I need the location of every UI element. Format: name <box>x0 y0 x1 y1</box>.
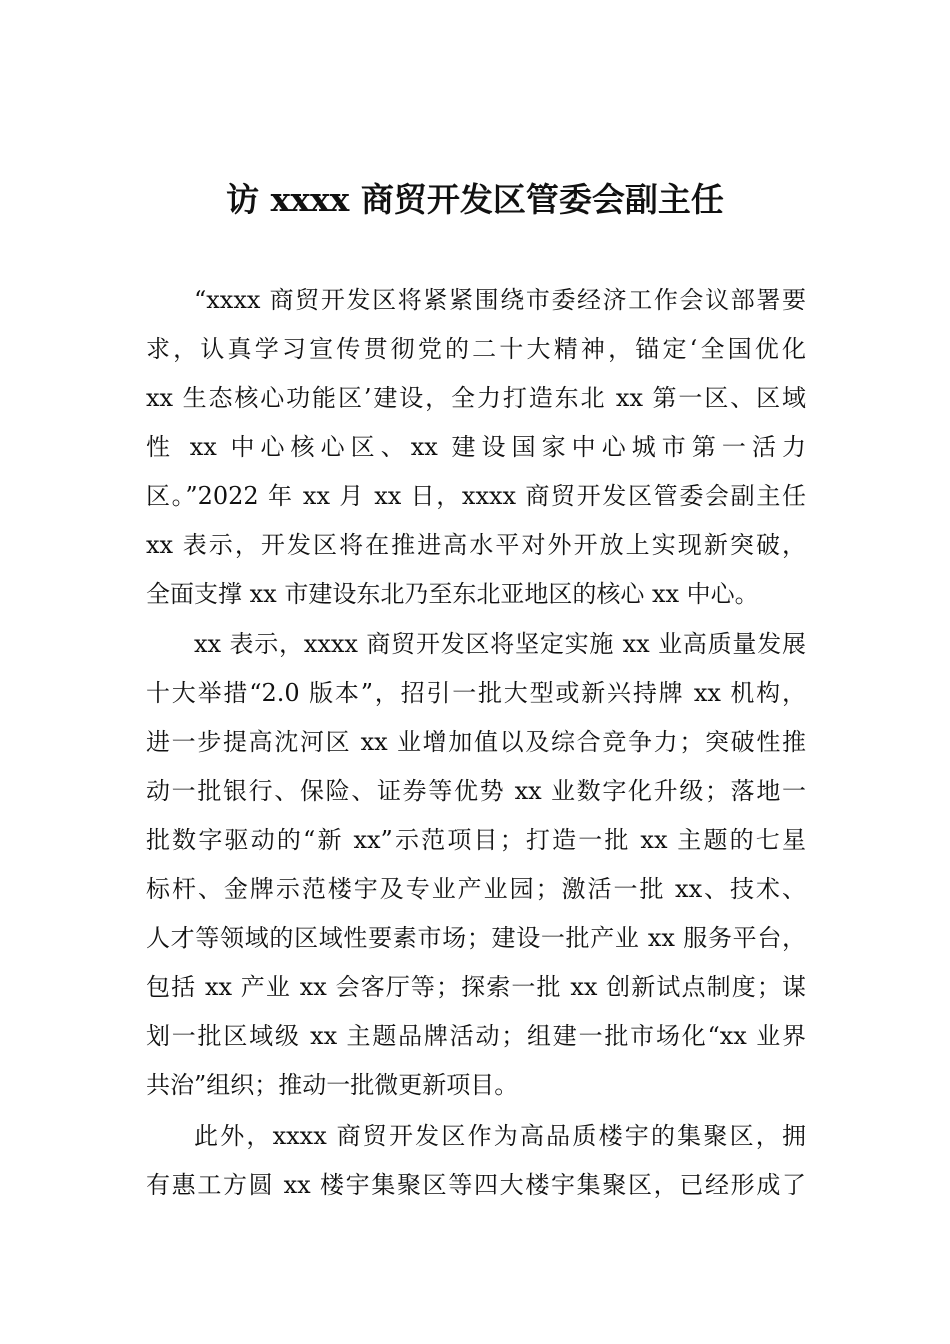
body-line: 性 xx 中心核心区、xx 建设国家中心城市第一活力 <box>146 433 806 461</box>
body-line: 包括 xx 产业 xx 会客厅等；探索一批 xx 创新试点制度；谋 <box>146 973 806 1001</box>
body-line: 标杆、金牌示范楼宇及专业产业园；激活一批 xx、技术、 <box>146 875 806 903</box>
body-line: 十大举措“2.0 版本”，招引一批大型或新兴持牌 xx 机构， <box>146 679 806 707</box>
body-line: 有惠工方圆 xx 楼宇集聚区等四大楼宇集聚区，已经形成了 <box>146 1171 806 1199</box>
body-line: 区。”2022 年 xx 月 xx 日，xxxx 商贸开发区管委会副主任 <box>146 482 806 510</box>
body-line: xx 表示，开发区将在推进高水平对外开放上实现新突破， <box>146 531 806 559</box>
body-line: 共治”组织；推动一批微更新项目。 <box>146 1071 519 1099</box>
body-line: “xxxx 商贸开发区将紧紧围绕市委经济工作会议部署要 <box>194 286 806 314</box>
body-line: 全面支撑 xx 市建设东北乃至东北亚地区的核心 xx 中心。 <box>146 580 759 608</box>
body-line: 人才等领域的区域性要素市场；建设一批产业 xx 服务平台， <box>146 924 806 952</box>
body-line: 批数字驱动的“新 xx”示范项目；打造一批 xx 主题的七星 <box>146 826 806 854</box>
body-line: 求，认真学习宣传贯彻党的二十大精神，锚定‘全国优化 <box>146 335 806 363</box>
body-line: xx 生态核心功能区’建设，全力打造东北 xx 第一区、区域 <box>146 384 806 412</box>
body-line: 此外，xxxx 商贸开发区作为高品质楼宇的集聚区，拥 <box>194 1122 806 1150</box>
body-line: xx 表示，xxxx 商贸开发区将坚定实施 xx 业高质量发展 <box>194 630 806 658</box>
body-line: 动一批银行、保险、证券等优势 xx 业数字化升级；落地一 <box>146 777 806 805</box>
document-title: 访 xxxx 商贸开发区管委会副主任 <box>226 180 724 219</box>
body-line: 进一步提高沈河区 xx 业增加值以及综合竞争力；突破性推 <box>146 728 806 756</box>
body-line: 划一批区域级 xx 主题品牌活动；组建一批市场化“xx 业界 <box>146 1022 806 1050</box>
